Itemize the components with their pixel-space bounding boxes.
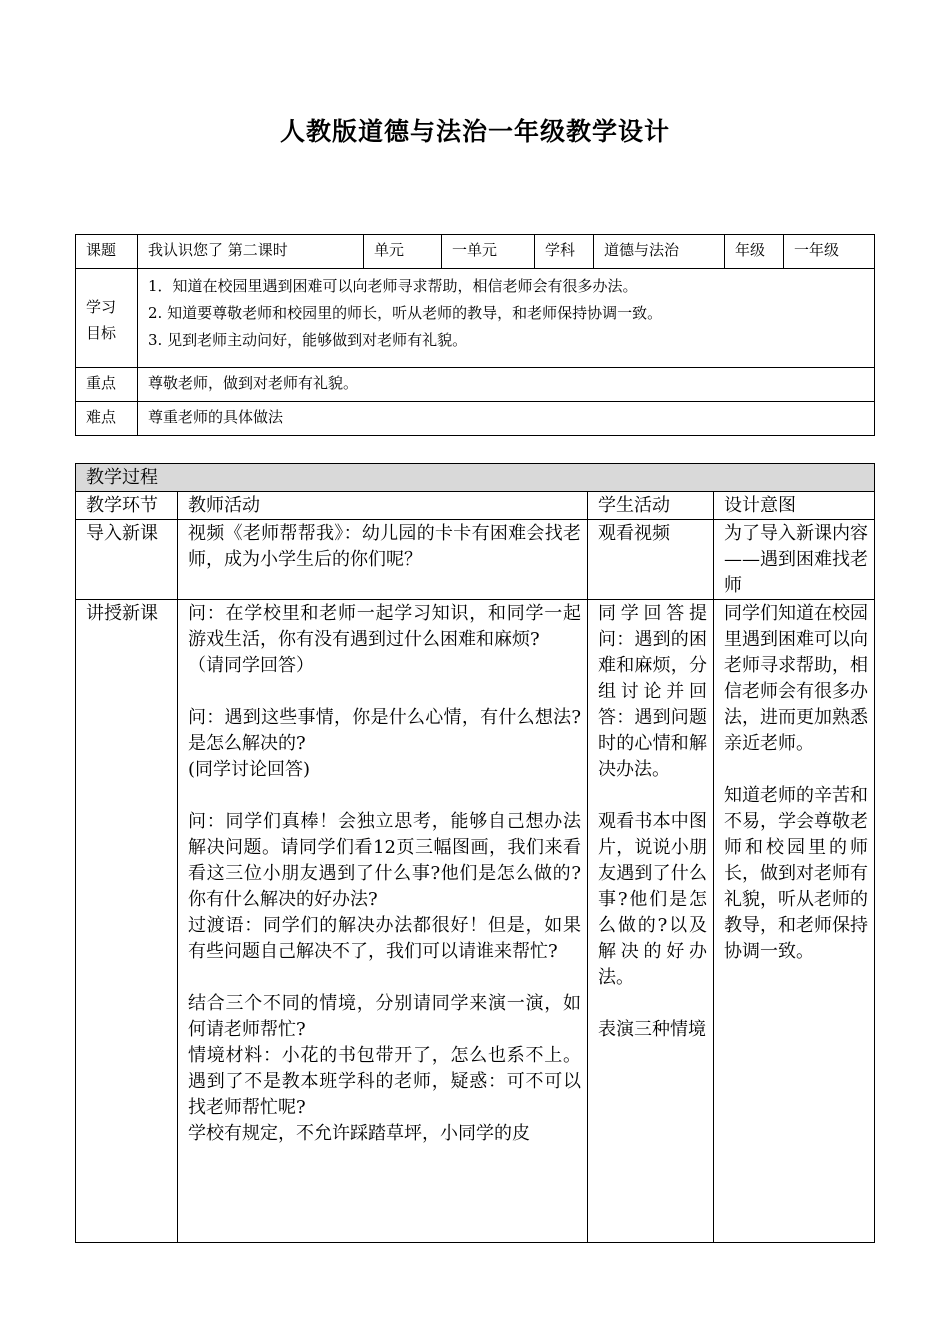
subject-value: 道德与法治 (594, 235, 725, 269)
difficulty-label: 难点 (76, 402, 138, 436)
teacher-paragraph: 问：同学们真棒！会独立思考，能够自己想办法解决问题。请同学们看12页三幅图画，我们来看看这三位小朋友遇到了什么事?他们是怎么做的?你有什么解决的好办法? (188, 811, 581, 910)
document-title: 人教版道德与法治一年级教学设计 (279, 117, 670, 146)
info-row-goals (76, 269, 875, 368)
lecture-teacher-activity (178, 600, 588, 1243)
intro-teacher-activity: 视频《老师帮帮我》：幼儿园的卡卡有困难会找老师，成为小学生后的你们呢？ (178, 520, 588, 600)
teacher-paragraph: (同学讨论回答) (188, 759, 311, 780)
intro-row (76, 520, 875, 600)
info-row-topic (76, 235, 875, 269)
teacher-paragraph: （请同学回答） (188, 655, 314, 676)
teacher-paragraph: 过渡语：同学们的解决办法都很好！但是，如果有些问题自己解决不了，我们可以请谁来帮忙? (188, 915, 581, 962)
intro-student-activity: 观看视频 (588, 520, 714, 600)
process-header: 教学过程 (76, 464, 875, 492)
intro-stage: 导入新课 (76, 520, 178, 600)
goals-label-line1: 学习 (86, 298, 117, 316)
spacer (188, 783, 581, 809)
spacer (188, 965, 581, 991)
teacher-paragraph: 结合三个不同的情境，分别请同学来演一演，如何请老师帮忙? (188, 993, 581, 1040)
lecture-design-intent (714, 600, 875, 1243)
col-student-header: 学生活动 (588, 492, 714, 520)
student-paragraph: 同学回答提问：遇到的困难和麻烦，分组讨论并回答：遇到问题时的心情和解决办法。 (598, 603, 707, 780)
goals-list (138, 269, 875, 368)
unit-label: 单元 (364, 235, 442, 269)
col-teacher-header: 教师活动 (178, 492, 588, 520)
teacher-paragraph: 问：遇到这些事情，你是什么心情，有什么想法?是怎么解决的? (188, 707, 581, 754)
teaching-process-table (75, 463, 875, 1243)
goal-item-2: 2. 知道要尊敬老师和校园里的师长，听从老师的教导，和老师保持协调一致。 (148, 304, 663, 322)
goal-item-3: 3. 见到老师主动问好，能够做到对老师有礼貌。 (148, 331, 468, 349)
col-intent-header: 设计意图 (714, 492, 875, 520)
key-value: 尊敬老师，做到对老师有礼貌。 (138, 368, 875, 402)
lecture-stage: 讲授新课 (76, 600, 178, 1243)
intent-paragraph: 知道老师的辛苦和不易，学会尊敬老师和校园里的师长，做到对老师有礼貌，听从老师的教导，和老师保持协调一致。 (724, 785, 868, 962)
info-row-key (76, 368, 875, 402)
student-paragraph: 观看书本中图片，说说小朋友遇到了什么事?他们是怎么做的?以及解决的好办法。 (598, 811, 707, 988)
col-stage-header: 教学环节 (76, 492, 178, 520)
difficulty-value: 尊重老师的具体做法 (138, 402, 875, 436)
subject-label: 学科 (535, 235, 594, 269)
grade-value: 一年级 (784, 235, 875, 269)
spacer (598, 991, 707, 1017)
lecture-row (76, 600, 875, 1243)
intro-design-intent: 为了导入新课内容——遇到困难找老师 (714, 520, 875, 600)
topic-value: 我认识您了 第二课时 (138, 235, 364, 269)
teacher-paragraph: 学校有规定，不允许踩踏草坪，小同学的皮 (188, 1123, 530, 1144)
lecture-student-activity (588, 600, 714, 1243)
spacer (724, 757, 868, 783)
spacer (188, 679, 581, 705)
lesson-info-table (75, 234, 875, 436)
grade-label: 年级 (725, 235, 784, 269)
goals-label (76, 269, 138, 368)
intent-paragraph: 同学们知道在校园里遇到困难可以向老师寻求帮助，相信老师会有很多办法，进而更加熟悉亲近老师。 (724, 603, 868, 754)
goals-label-line2: 目标 (86, 324, 117, 342)
teacher-paragraph: 情境材料：小花的书包带开了，怎么也系不上。遇到了不是教本班学科的老师，疑惑：可不可以找老师帮忙呢? (188, 1045, 581, 1118)
info-row-difficulty (76, 402, 875, 436)
process-header-row (76, 464, 875, 492)
teacher-paragraph: 问：在学校里和老师一起学习知识，和同学一起游戏生活，你有没有遇到过什么困难和麻烦? (188, 603, 581, 650)
spacer (598, 783, 707, 809)
unit-value: 一单元 (442, 235, 535, 269)
student-paragraph: 表演三种情境 (598, 1019, 706, 1040)
goal-item-1: 1．知道在校园里遇到困难可以向老师寻求帮助，相信老师会有很多办法。 (148, 277, 638, 295)
key-label: 重点 (76, 368, 138, 402)
column-header-row (76, 492, 875, 520)
topic-label: 课题 (76, 235, 138, 269)
